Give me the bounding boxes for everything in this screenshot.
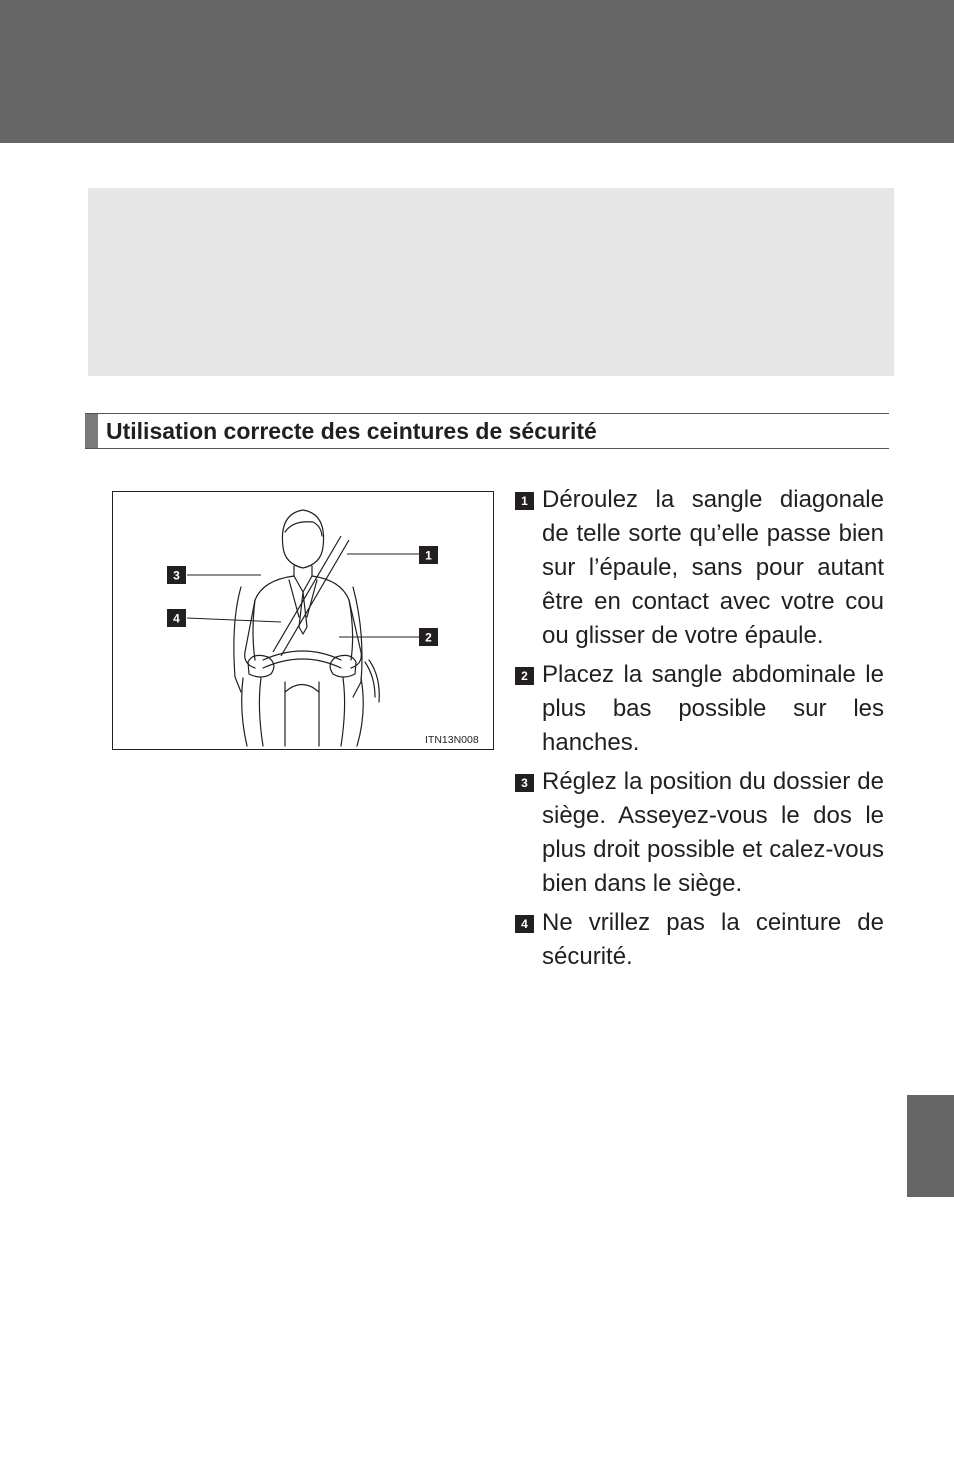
seat-back-right <box>353 587 362 697</box>
step-number-badge: 3 <box>515 774 534 792</box>
instruction-item <box>515 658 884 760</box>
section-heading <box>85 413 889 449</box>
figure-code: ITN13N008 <box>425 734 479 746</box>
info-box <box>88 188 894 376</box>
callout-2 <box>419 628 438 646</box>
instruction-item <box>515 906 884 974</box>
chapter-thumb-tab <box>907 1095 954 1197</box>
seat-back <box>234 587 241 692</box>
section-title: Utilisation correcte des ceintures de sécurité <box>106 418 597 444</box>
step-number-badge: 1 <box>515 492 534 510</box>
instruction-item <box>515 765 884 901</box>
torso <box>245 576 362 668</box>
heading-marker <box>85 414 98 448</box>
instruction-text: Placez la sangle abdominale le plus bas possible sur les hanches. <box>542 661 884 756</box>
step-number-badge: 2 <box>515 667 534 685</box>
instruction-list <box>515 483 884 979</box>
legs <box>259 678 344 746</box>
lap-belt <box>263 651 341 668</box>
head <box>282 510 323 568</box>
svg-text:4: 4 <box>173 611 180 626</box>
callout-1 <box>419 546 438 564</box>
instruction-text: Ne vrillez pas la ceinture de sécurité. <box>542 909 884 970</box>
instruction-item <box>515 483 884 653</box>
instruction-text: Réglez la position du dossier de siège. Asseyez-vous le dos le plus droit possible et calez-vous bien dans le siège. <box>542 768 884 897</box>
right-hand <box>330 655 356 677</box>
step-number-badge: 4 <box>515 915 534 933</box>
callout-3 <box>167 566 186 584</box>
instruction-text: Déroulez la sangle diagonale de telle sorte qu’elle passe bien sur l’épaule, sans pour autant être en contact avec votre cou ou glisser de votre épaule. <box>542 486 884 649</box>
svg-text:3: 3 <box>173 568 180 583</box>
svg-text:2: 2 <box>425 630 432 645</box>
header-band <box>0 0 954 143</box>
seatbelt-illustration <box>112 491 494 750</box>
callout-4 <box>167 609 186 627</box>
seated-person-drawing <box>113 492 493 749</box>
svg-text:1: 1 <box>425 548 432 563</box>
